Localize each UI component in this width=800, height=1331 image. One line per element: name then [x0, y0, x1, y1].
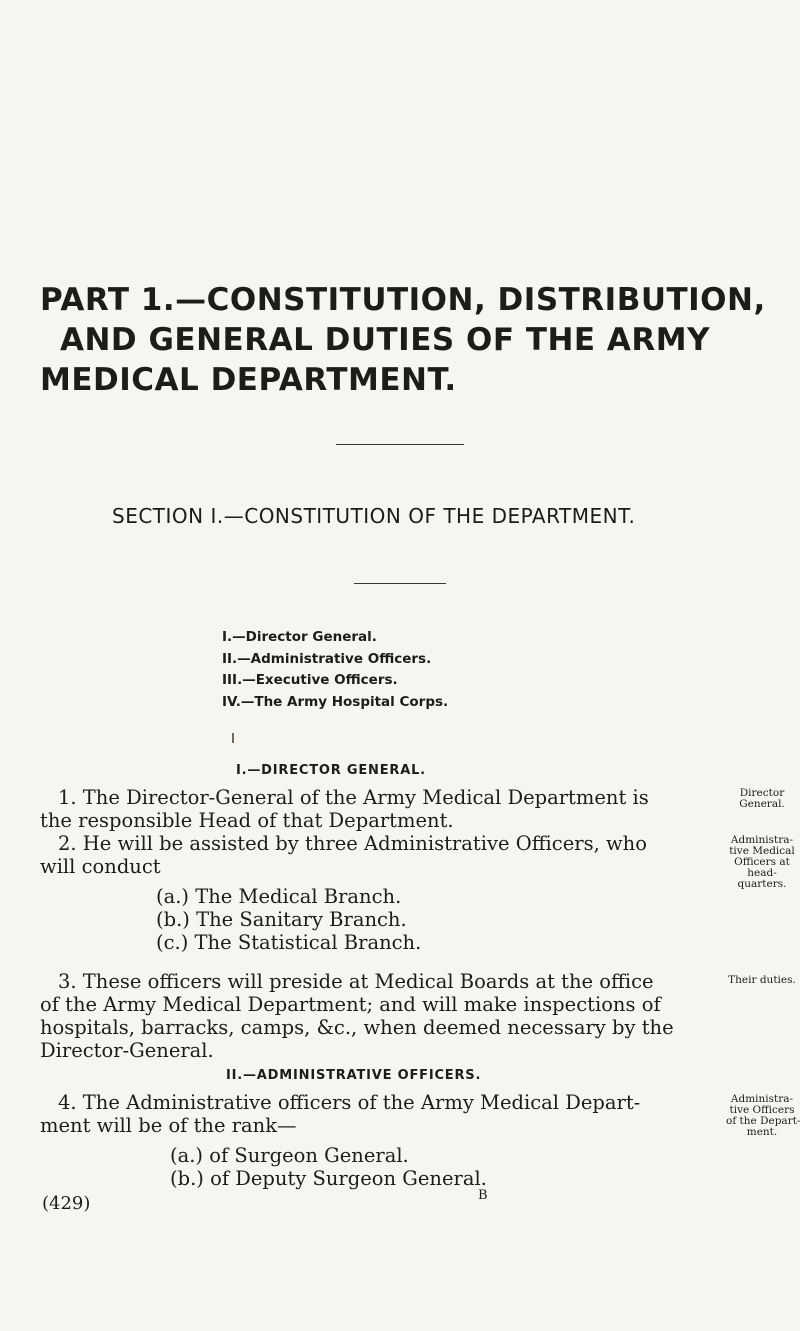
- part-title: [40, 280, 766, 400]
- section-heading: SECTION I.—CONSTITUTION OF THE DEPARTMENT.: [112, 504, 636, 528]
- para3-line-1: 3. These officers will preside at Medical Boards at the office: [58, 970, 654, 993]
- para3-line-4: Director-General.: [40, 1039, 214, 1062]
- para4-line-1: 4. The Administrative officers of the Army Medical Depart-: [58, 1091, 641, 1114]
- title-line-2: AND GENERAL DUTIES OF THE ARMY: [60, 322, 711, 358]
- margin-note-administrative-officers: Administra- tive Officers of the Depart- ment.: [726, 1093, 800, 1138]
- margin-note-administrative-medical: Administra- tive Medical Officers at head- quarters.: [729, 834, 795, 890]
- list-item: (b.) of Deputy Surgeon General.: [170, 1167, 487, 1190]
- toc-item: IV.—The Army Hospital Corps.: [222, 693, 449, 710]
- title-line-1: PART 1.—CONSTITUTION, DISTRIBUTION,: [40, 282, 766, 318]
- para2-line-1: 2. He will be assisted by three Administrative Officers, who: [58, 832, 647, 855]
- para1-line-2: the responsible Head of that Department.: [40, 809, 454, 832]
- list-item: (c.) The Statistical Branch.: [156, 931, 422, 954]
- section-divider: [354, 583, 446, 584]
- list-item: (a.) The Medical Branch.: [156, 885, 402, 908]
- subheading-administrative-officers: II.—ADMINISTRATIVE OFFICERS.: [226, 1068, 482, 1083]
- paragraph-2: [40, 832, 647, 954]
- paragraph-3: [40, 970, 674, 1062]
- list-item: (b.) The Sanitary Branch.: [156, 908, 407, 931]
- title-line-3: MEDICAL DEPARTMENT.: [40, 362, 457, 398]
- print-mark: [232, 733, 234, 743]
- title-divider: [336, 444, 464, 445]
- list-item: (a.) of Surgeon General.: [170, 1144, 409, 1167]
- section-contents: [222, 627, 448, 713]
- subheading-director-general: I.—DIRECTOR GENERAL.: [236, 763, 426, 778]
- para2-line-2: will conduct: [40, 855, 161, 878]
- paragraph-1: [40, 786, 649, 832]
- para4-line-2: ment will be of the rank—: [40, 1114, 297, 1137]
- para3-line-3: hospitals, barracks, camps, &c., when deemed necessary by the: [40, 1016, 674, 1039]
- margin-note-director-general: Director General.: [739, 787, 785, 810]
- signature-mark: B: [478, 1188, 488, 1203]
- toc-item: II.—Administrative Officers.: [222, 650, 432, 667]
- toc-item: III.—Executive Officers.: [222, 672, 398, 688]
- toc-item: I.—Director General.: [222, 629, 377, 645]
- paragraph-4: [40, 1091, 640, 1190]
- page-number: (429): [42, 1193, 91, 1214]
- para1-line-1: 1. The Director-General of the Army Medical Department is: [58, 786, 649, 809]
- margin-note-their-duties: Their duties.: [728, 974, 796, 986]
- para3-line-2: of the Army Medical Department; and will make inspections of: [40, 993, 661, 1016]
